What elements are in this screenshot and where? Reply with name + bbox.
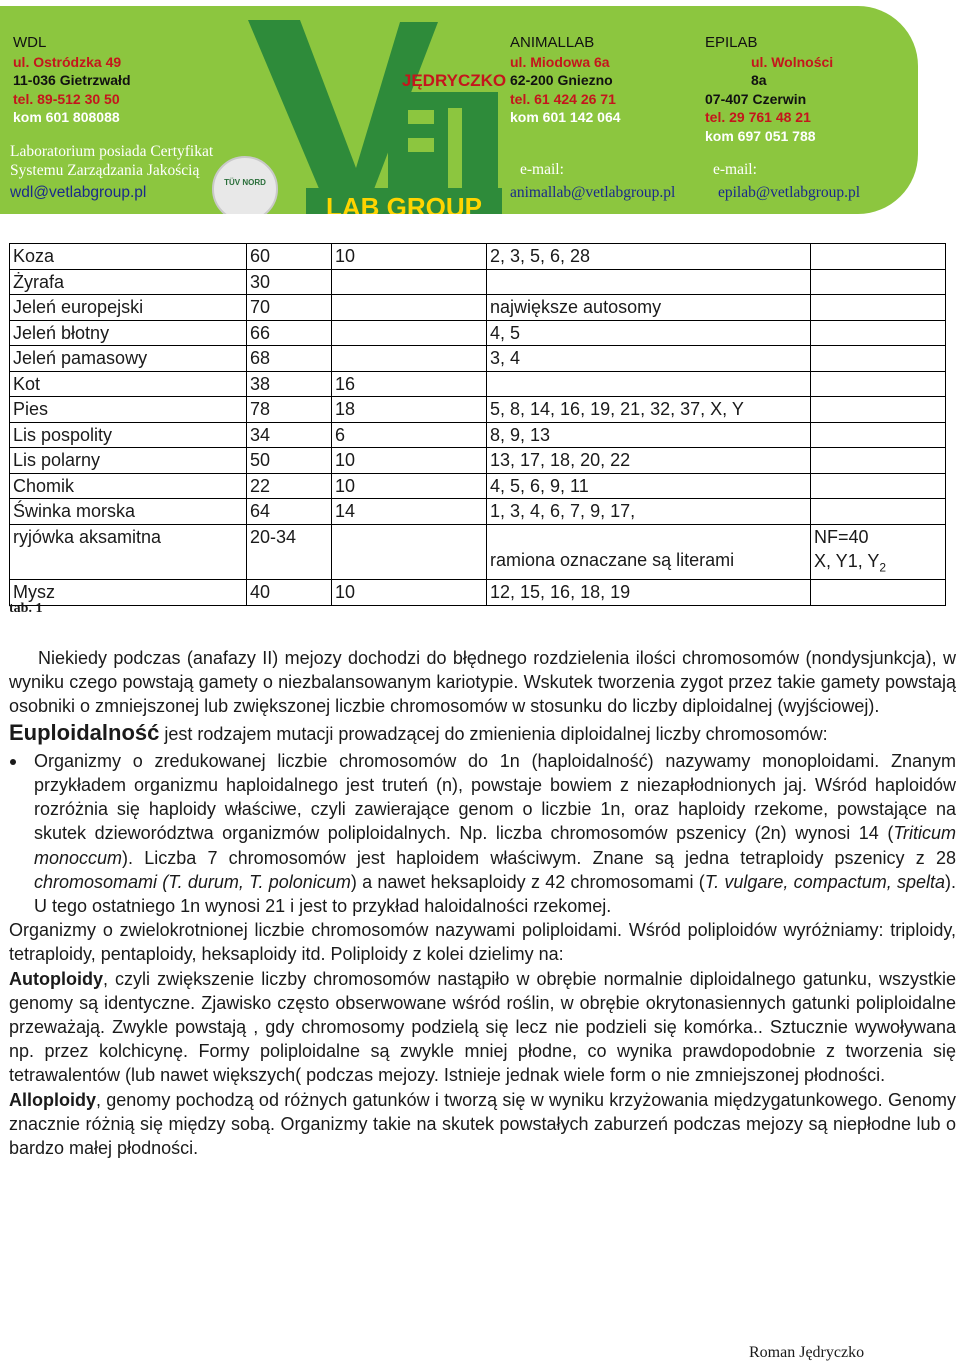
table-cell: 10 [332,473,487,499]
table-row [10,320,946,346]
table-cell: 8, 9, 13 [487,422,811,448]
paragraph-polyploidy: Organizmy o zwielokrotnionej liczbie chromosomów nazywami poliploidami. Wśród poliploidów wyróżniamy: triploidy, tetraploidy, pentaploidy, heksaploidy itd. Poliploidy z kolei dzielimy na: [9,920,956,965]
epilab-street-2: 8a [751,72,767,88]
table-row [10,346,946,372]
table-cell: Żyrafa [10,269,247,295]
table-cell [811,499,946,525]
table-cell [811,524,946,580]
table-cell: 10 [332,448,487,474]
table-cell: 78 [247,397,332,423]
table-cell: Koza [10,244,247,270]
cert-line-2: Systemu Zarządzania Jakością [10,162,200,179]
table-cell [487,269,811,295]
table-cell: 3, 4 [487,346,811,372]
table-cell [811,244,946,270]
table-cell: 70 [247,295,332,321]
ryjowka-nf: NF=40 [814,526,869,547]
wdl-street: ul. Ostródzka 49 [13,53,122,70]
tuv-badge-label: TÜV NORD [224,178,266,187]
table-cell: 4, 5 [487,320,811,346]
wdl-email-link[interactable]: wdl@vetlabgroup.pl [10,184,147,201]
animallab-street: ul. Miodowa 6a [510,53,610,70]
animallab-email-link[interactable]: animallab@vetlabgroup.pl [510,184,676,201]
animallab-contact [510,34,621,127]
table-cell [332,346,487,372]
term-autoploidy: Autoploidy [9,968,103,989]
table-cell: 68 [247,346,332,372]
table-cell: 40 [247,580,332,606]
table-cell: 4, 5, 6, 9, 11 [487,473,811,499]
table-row [10,269,946,295]
epilab-email-label: e-mail: [713,161,757,178]
table-cell [811,320,946,346]
table-cell: 50 [247,448,332,474]
table-cell [811,371,946,397]
table-cell [811,448,946,474]
animallab-kom: kom 601 142 064 [510,109,621,125]
animallab-name: ANIMALLAB [510,34,595,51]
table-cell: 38 [247,371,332,397]
table-row [10,422,946,448]
table-cell: Mysz [10,580,247,606]
table-cell: Jeleń błotny [10,320,247,346]
table-row [10,371,946,397]
table-cell: 64 [247,499,332,525]
term-alloploidy: Alloploidy [9,1089,96,1110]
table-cell: Chomik [10,473,247,499]
table-cell: 34 [247,422,332,448]
table-cell: 13, 17, 18, 20, 22 [487,448,811,474]
table-cell [811,346,946,372]
vet-lab-group-logo [248,12,508,218]
bullet-icon [10,759,16,765]
epilab-kom: kom 697 051 788 [705,127,816,144]
wdl-name: WDL [13,34,47,51]
table-cell: największe autosomy [487,295,811,321]
table-cell: 14 [332,499,487,525]
table-cell [811,473,946,499]
author-footer: Roman Jędryczko [749,1344,865,1361]
table-cell [811,422,946,448]
paragraph-autoploidy: Autoploidy, czyli zwiększenie liczby chromosomów nastąpiło w obrębie normalnie diploidalnego gatunku, wszystkie genomy są identyczne. Zjawisko często obserwowane wśród roślin, w obrębie okrytonasiennych gatunki poliploidalne przeważają. Zwykle powstają , gdy chromosomy podzielą się lecz nie podzieli się komórka.. Sztucznie wywoływana np. przez kolchicynę. Formy poliploidalne są zwykle mniej płodne, co wynika prawdopodobnie z tworzenia się tetrawalentów (lub nawet większych( podczas mejozy. Istnieje jednak wiele form o nie zmniejszonej płodności. [9,968,956,1086]
epilab-name: EPILAB [705,34,758,51]
table-cell: Jeleń europejski [10,295,247,321]
table-row-mysz [10,580,946,606]
table-row [10,244,946,270]
animallab-email-label: e-mail: [520,161,564,178]
paragraph-euploidy: Euploidalność jest rodzajem mutacji prowadzącej do zmienienia diploidalnej liczby chromosomów: [9,719,828,745]
table-row [10,295,946,321]
table-cell: 18 [332,397,487,423]
table-cell: 22 [247,473,332,499]
table-cell [487,371,811,397]
table-cell: 66 [247,320,332,346]
epilab-contact [705,34,833,145]
ryjowka-sex-chromosomes: X, Y1, $Y_2$ [814,550,887,575]
epilab-email-link[interactable]: epilab@vetlabgroup.pl [718,184,861,201]
table-cell: 5, 8, 14, 16, 19, 21, 32, 37, X, Y [487,397,811,423]
table-cell [811,269,946,295]
logo-lab-group-text: LAB GROUP [326,192,482,218]
epilab-tel: tel. 29 761 48 21 [705,109,811,125]
karyotype-table [9,243,946,606]
cert-line-1: Laboratorium posiada Certyfikat [10,143,214,160]
wdl-kom: kom 601 808088 [13,109,120,125]
table-cell: 1, 3, 4, 6, 7, 9, 17, [487,499,811,525]
table-cell [332,524,487,580]
table-cell: 2, 3, 5, 6, 28 [487,244,811,270]
table-cell [332,295,487,321]
animallab-tel: tel. 61 424 26 71 [510,90,616,107]
logo-brand-text: JĘDRYCZKO [401,71,507,90]
table-caption: tab. 1 [9,601,43,616]
table-cell: 30 [247,269,332,295]
wdl-tel: tel. 89-512 30 50 [13,90,120,107]
table-cell: 10 [332,580,487,606]
table-cell: Świnka morska [10,499,247,525]
table-row [10,397,946,423]
table-cell: 12, 15, 16, 18, 19 [487,580,811,606]
table-cell [811,397,946,423]
animallab-city: 62-200 Gniezno [510,72,613,88]
term-euploidalnosc: Euploidalność [9,719,160,745]
table-cell: Lis polarny [10,448,247,474]
logo-et-block [388,92,498,192]
table-cell: 20-34 [247,524,332,580]
table-row [10,473,946,499]
paragraph-nondisjunction: Niekiedy podczas (anafazy II) mejozy dochodzi do błędnego rozdzielenia ilości chromosomów (nondysjunkcja), w wyniku czego powstają gamety o niezbalansowanym kariotypie. Wskutek tworzenia zygot przez takie gamety powstają osobniki o zmniejszonej lub zwiększonej liczbie chromosomów w stosunku do liczby diploidalnej (wyjściowej). [9,648,956,717]
wdl-city: 11-036 Gietrzwałd [13,72,131,88]
table-cell: Kot [10,371,247,397]
table-cell: Pies [10,397,247,423]
article-body [9,646,956,1160]
table-cell [332,269,487,295]
table-cell: 16 [332,371,487,397]
table-cell [811,295,946,321]
table-cell: Jeleń pamasowy [10,346,247,372]
list-item-haploidy: Organizmy o zredukowanej liczbie chromosomów do 1n (haploidalność) nazywamy monoploidami. Znanym przykładem organizmu haploidalnego jest truteń (n), powstaje bowiem z niezapłodnionych jaj. Wśród haploidów rozróżnia się haploidy właściwe, czyli zawierające genom o liczbie 1n, oraz haploidy rzekome, powstające na skutek dzieworództwa organizmów poliploidalnych. Np. liczba chromosomów pszenicy (2n) wynosi 14 (Triticum monoccum). Liczba 7 chromosomów jest haploidem właściwym. Znane są jedna tetraploidy pszenicy z 28 chromosomami (T. durum, T. polonicum) a nawet heksaploidy z 42 chromosomami (T. vulgare, compactum, spelta). U tego ostatniego 1n wynosi 21 i jest to przykład haloidalności rzekomej. [9,749,956,918]
wdl-contact [13,34,131,127]
table-cell: 60 [247,244,332,270]
table-cell: ryjówka aksamitna [10,524,247,580]
table-cell [811,580,946,606]
ryjowka-note: ramiona oznaczane są literami [490,549,735,570]
table-cell [487,524,811,580]
epilab-street-1: ul. Wolności [751,53,834,70]
table-row [10,448,946,474]
header-banner [0,6,918,218]
table-cell: Lis pospolity [10,422,247,448]
karyotype-table-body [10,244,946,606]
table-cell: 10 [332,244,487,270]
table-row [10,499,946,525]
table-row-ryjowka [10,524,946,580]
table-cell: 6 [332,422,487,448]
epilab-city: 07-407 Czerwin [705,90,807,107]
paragraph-alloploidy: Alloploidy, genomy pochodzą od różnych gatunków i tworzą się w wyniku krzyżowania międzygatunkowego. Genomy znacznie różnią się między sobą. Organizmy takie na skutek powstałych zaburzeń podczas mejozy są niepłodne lub o bardzo małej płodności. [9,1089,956,1159]
table-cell [332,320,487,346]
